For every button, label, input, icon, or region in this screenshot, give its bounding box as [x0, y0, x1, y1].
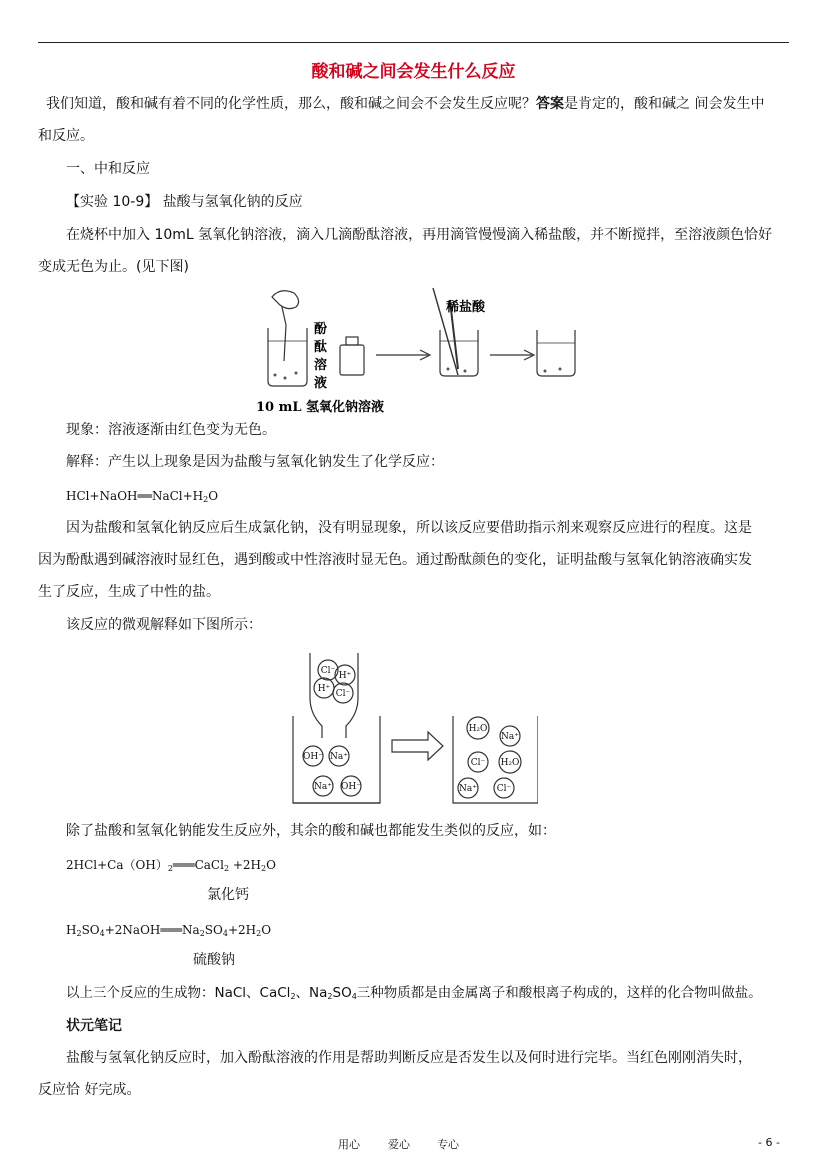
notes-line-1: 盐酸与氢氧化钠反应时，加入酚酞溶液的作用是帮助判断反应是否发生以及何时进行完毕。当红色刚刚消失时， [66, 1050, 752, 1066]
footer-word-2: 爱心 [388, 1138, 410, 1151]
beaker-result [537, 330, 575, 376]
ion-h-2: H⁺ [317, 684, 331, 694]
ion-na-1: Na⁺ [330, 752, 348, 762]
equation-3: $H_2SO_4+2NaOH═══Na_2SO_4+2H_2O$ [66, 923, 272, 938]
experiment-line-2: 变成无色为止。(见下图) [38, 259, 189, 275]
phenolphthalein-bottle [340, 345, 364, 375]
experiment-title: 盐酸与氢氧化钠的反应 [162, 194, 303, 210]
equation-2: $2HCl+Ca(OH)_2═══CaCl_2 +2H_2O$ [66, 858, 276, 873]
footer-word-1: 用心 [338, 1138, 360, 1151]
phenomenon: 现象：溶液逐渐由红色变为无色。 [66, 422, 276, 438]
equation-2-name: 氯化钙 [207, 887, 249, 903]
paragraph-1-line-1: 因为盐酸和氢氧化钠反应后生成氯化钠，没有明显现象，所以该反应要借助指示剂来观察反应进行的程度。这是 [66, 520, 752, 536]
titration-figure [250, 283, 590, 415]
beaker-mixing [440, 330, 478, 376]
equation-1: $HCl+NaOH══NaCl+H_2O$ [66, 489, 219, 504]
ion-oh-1: OH⁻ [303, 752, 323, 762]
phenol-char-1: 酚 [314, 322, 328, 337]
hcl-label: 稀盐酸 [446, 300, 486, 315]
experiment-tag: 【实验 10-9】 [66, 194, 159, 210]
intro-line-2: 和反应。 [38, 128, 94, 144]
other-reactions: 除了盐酸和氢氧化钠能发生反应外，其余的酸和碱也都能发生类似的反应，如： [66, 823, 556, 839]
ion-na-4: Na⁺ [459, 784, 477, 794]
mol-h2o-2: H₂O [500, 758, 520, 768]
phenol-char-2: 酞 [314, 340, 328, 355]
paragraph-1-line-3: 生了反应，生成了中性的盐。 [38, 584, 220, 600]
salt-text-a: 以上三个反应的生成物：NaCl、CaCl [66, 985, 291, 1001]
mol-h2o-1: H₂O [468, 724, 488, 734]
micro-figure [288, 648, 538, 810]
ion-cl-3: Cl⁻ [470, 758, 486, 768]
ion-oh-2: OH⁻ [341, 782, 361, 792]
salt-definition: 以上三个反应的生成物：NaCl、CaCl$_2$、$Na_2SO_4$三种物质都是由金属离子和酸根离子构成的，这样的化合物叫做盐。 [66, 985, 762, 1001]
page-number: - 6 - [758, 1136, 780, 1149]
header-rule [38, 42, 789, 43]
explanation: 解释：产生以上现象是因为盐酸与氢氧化钠发生了化学反应： [66, 454, 444, 470]
ion-h-1: H⁺ [338, 671, 352, 681]
section-heading: 一、中和反应 [66, 161, 150, 177]
reaction-arrow [392, 732, 443, 760]
ion-na-3: Na⁺ [501, 732, 519, 742]
intro-text-a: 我们知道，酸和碱有着不同的化学性质，那么，酸和碱之间会不会发生反应呢？ [46, 96, 536, 112]
intro-line-1 [46, 95, 764, 113]
notes-line-2: 反应恰 好完成。 [38, 1082, 141, 1098]
ion-cl-4: Cl⁻ [496, 784, 512, 794]
page-title: 酸和碱之间会发生什么反应 [311, 62, 516, 82]
intro-answer: 答案 [536, 96, 564, 112]
paragraph-1-line-2: 因为酚酞遇到碱溶液时显红色，遇到酸或中性溶液时显无色。通过酚酞颜色的变化，证明盐酸与氢氧化钠溶液确实发 [38, 552, 752, 568]
phenol-char-4: 液 [314, 376, 328, 391]
footer-word-3: 专心 [437, 1138, 459, 1151]
salt-text-c: SO [332, 985, 352, 1001]
ion-cl-1: Cl⁻ [320, 666, 336, 676]
salt-text-d: 三种物质都是由金属离子和酸根离子构成的，这样的化合物叫做盐。 [356, 985, 762, 1001]
notes-title: 状元笔记 [66, 1018, 122, 1034]
phenol-char-3: 溶 [314, 358, 328, 373]
salt-text-b: 、Na [295, 985, 328, 1001]
intro-text-b: 是肯定的，酸和碱之 间会发生中 [564, 96, 765, 112]
naoh-label: 10 mL 氢氧化钠溶液 [256, 400, 385, 415]
experiment-heading [66, 193, 303, 211]
micro-intro: 该反应的微观解释如下图所示： [66, 617, 262, 633]
experiment-line-1: 在烧杯中加入 10mL 氢氧化钠溶液，滴入几滴酚酞溶液，再用滴管慢慢滴入稀盐酸，并不断搅拌，至溶液颜色恰好 [66, 227, 773, 243]
equation-3-name: 硫酸钠 [193, 952, 235, 968]
ion-cl-2: Cl⁻ [335, 689, 351, 699]
beaker-naoh [268, 328, 307, 386]
ion-na-2: Na⁺ [314, 782, 332, 792]
